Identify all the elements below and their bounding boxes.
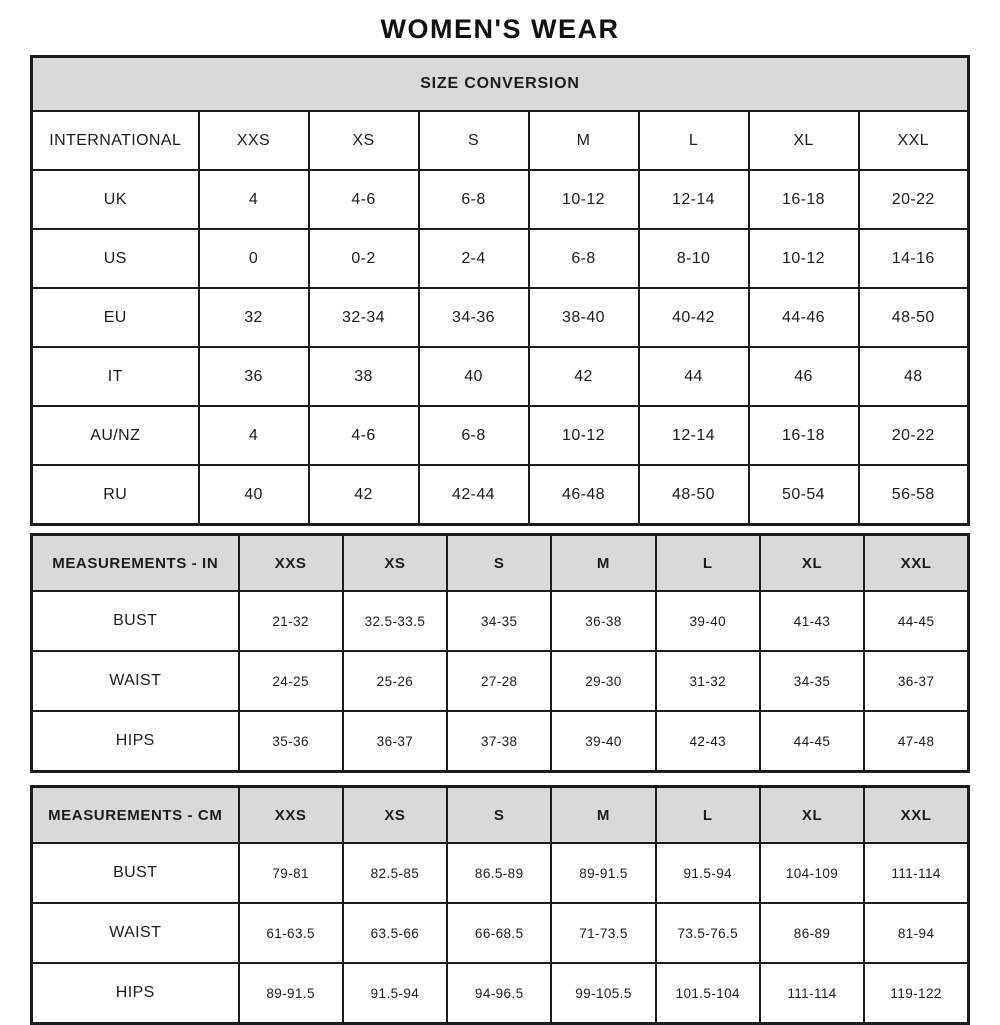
size-cell: 40 (419, 347, 529, 406)
size-cell: 20-22 (859, 406, 969, 465)
size-cell: 36 (199, 347, 309, 406)
measure-cell: 73.5-76.5 (656, 903, 760, 963)
size-cell: 50-54 (749, 465, 859, 525)
measure-cell: 47-48 (864, 711, 968, 772)
size-cell: 10-12 (529, 406, 639, 465)
size-cell: 6-8 (529, 229, 639, 288)
measure-cell: 99-105.5 (551, 963, 655, 1024)
measure-cell: 31-32 (656, 651, 760, 711)
size-cell: 46 (749, 347, 859, 406)
size-conversion-table (30, 55, 970, 526)
measurements-in-table (30, 533, 970, 773)
size-col-header-xxs: XXS (239, 787, 343, 844)
measure-cell: 82.5-85 (343, 843, 447, 903)
size-cell: 48 (859, 347, 969, 406)
measure-cell: 36-37 (343, 711, 447, 772)
row-label-hips: HIPS (32, 711, 239, 772)
measure-cell: 66-68.5 (447, 903, 551, 963)
measure-cell: 44-45 (760, 711, 864, 772)
size-col-header-xxl: XXL (864, 787, 968, 844)
measure-cell: 42-43 (656, 711, 760, 772)
measure-cell: 39-40 (551, 711, 655, 772)
table-row-hips-cm (32, 963, 969, 1024)
size-col-header-xl: XL (749, 111, 859, 170)
row-label-waist: WAIST (32, 651, 239, 711)
table-row-aunz (32, 406, 969, 465)
size-cell: 48-50 (859, 288, 969, 347)
row-label-hips: HIPS (32, 963, 239, 1024)
measure-cell: 36-37 (864, 651, 968, 711)
size-cell: 38 (309, 347, 419, 406)
size-cell: 38-40 (529, 288, 639, 347)
measure-cell: 89-91.5 (551, 843, 655, 903)
measure-cell: 101.5-104 (656, 963, 760, 1024)
row-label-ru: RU (32, 465, 199, 525)
size-cell: 42-44 (419, 465, 529, 525)
measurements-cm-title: MEASUREMENTS - CM (32, 787, 239, 844)
size-cell: 6-8 (419, 406, 529, 465)
size-cell: 56-58 (859, 465, 969, 525)
size-cell: 14-16 (859, 229, 969, 288)
size-col-header-m: M (551, 535, 655, 592)
measure-cell: 37-38 (447, 711, 551, 772)
size-col-header-m: M (529, 111, 639, 170)
size-cell: 12-14 (639, 406, 749, 465)
table-row-waist-in (32, 651, 969, 711)
measure-cell: 21-32 (239, 591, 343, 651)
table-row-ru (32, 465, 969, 525)
size-col-header-s: S (447, 535, 551, 592)
size-col-header-xxs: XXS (199, 111, 309, 170)
size-cell: 10-12 (749, 229, 859, 288)
measure-cell: 35-36 (239, 711, 343, 772)
measure-cell: 71-73.5 (551, 903, 655, 963)
table-row-us (32, 229, 969, 288)
size-col-header-xl: XL (760, 535, 864, 592)
size-cell: 0 (199, 229, 309, 288)
size-cell: 4 (199, 406, 309, 465)
page-title: WOMEN'S WEAR (380, 14, 620, 44)
table-row-uk (32, 170, 969, 229)
size-cell: 12-14 (639, 170, 749, 229)
measure-cell: 44-45 (864, 591, 968, 651)
measure-cell: 86-89 (760, 903, 864, 963)
measure-cell: 39-40 (656, 591, 760, 651)
measure-cell: 61-63.5 (239, 903, 343, 963)
table-row-eu (32, 288, 969, 347)
size-cell: 46-48 (529, 465, 639, 525)
size-cell: 0-2 (309, 229, 419, 288)
row-label-bust: BUST (32, 843, 239, 903)
size-col-header-s: S (447, 787, 551, 844)
size-conversion-banner: SIZE CONVERSION (32, 57, 969, 112)
measurements-in-header-row (32, 535, 969, 592)
size-cell: 6-8 (419, 170, 529, 229)
measure-cell: 36-38 (551, 591, 655, 651)
measure-cell: 63.5-66 (343, 903, 447, 963)
measure-cell: 86.5-89 (447, 843, 551, 903)
measure-cell: 111-114 (864, 843, 968, 903)
size-cell: 40-42 (639, 288, 749, 347)
size-cell: 34-36 (419, 288, 529, 347)
size-cell: 42 (309, 465, 419, 525)
row-label-bust: BUST (32, 591, 239, 651)
size-col-header-xs: XS (309, 111, 419, 170)
size-cell: 16-18 (749, 170, 859, 229)
measure-cell: 104-109 (760, 843, 864, 903)
size-cell: 4-6 (309, 406, 419, 465)
measure-cell: 89-91.5 (239, 963, 343, 1024)
table-row-it (32, 347, 969, 406)
measure-cell: 29-30 (551, 651, 655, 711)
row-label-waist: WAIST (32, 903, 239, 963)
size-cell: 44 (639, 347, 749, 406)
row-label-it: IT (32, 347, 199, 406)
size-col-header-xs: XS (343, 535, 447, 592)
size-col-header-xs: XS (343, 787, 447, 844)
table-banner-row (32, 57, 969, 112)
size-col-header-xxs: XXS (239, 535, 343, 592)
table-row-bust-in (32, 591, 969, 651)
size-col-header-m: M (551, 787, 655, 844)
measurements-cm-table (30, 785, 970, 1025)
measure-cell: 34-35 (760, 651, 864, 711)
size-header-row (32, 111, 969, 170)
row-label-aunz: AU/NZ (32, 406, 199, 465)
table-row-hips-in (32, 711, 969, 772)
size-col-header-xl: XL (760, 787, 864, 844)
measure-cell: 27-28 (447, 651, 551, 711)
size-cell: 2-4 (419, 229, 529, 288)
size-cell: 20-22 (859, 170, 969, 229)
size-col-header-l: L (656, 535, 760, 592)
row-label-eu: EU (32, 288, 199, 347)
size-col-header-l: L (639, 111, 749, 170)
size-cell: 4 (199, 170, 309, 229)
international-label: INTERNATIONAL (32, 111, 199, 170)
measure-cell: 81-94 (864, 903, 968, 963)
table-row-waist-cm (32, 903, 969, 963)
measurements-in-title: MEASUREMENTS - IN (32, 535, 239, 592)
size-cell: 40 (199, 465, 309, 525)
size-col-header-s: S (419, 111, 529, 170)
size-cell: 16-18 (749, 406, 859, 465)
measure-cell: 34-35 (447, 591, 551, 651)
measure-cell: 111-114 (760, 963, 864, 1024)
measurements-cm-header-row (32, 787, 969, 844)
measure-cell: 94-96.5 (447, 963, 551, 1024)
size-cell: 44-46 (749, 288, 859, 347)
measure-cell: 91.5-94 (656, 843, 760, 903)
size-cell: 42 (529, 347, 639, 406)
row-label-us: US (32, 229, 199, 288)
measure-cell: 119-122 (864, 963, 968, 1024)
measure-cell: 32.5-33.5 (343, 591, 447, 651)
size-col-header-xxl: XXL (859, 111, 969, 170)
measure-cell: 41-43 (760, 591, 864, 651)
row-label-uk: UK (32, 170, 199, 229)
measure-cell: 91.5-94 (343, 963, 447, 1024)
size-cell: 10-12 (529, 170, 639, 229)
measure-cell: 25-26 (343, 651, 447, 711)
size-cell: 4-6 (309, 170, 419, 229)
size-cell: 48-50 (639, 465, 749, 525)
size-col-header-xxl: XXL (864, 535, 968, 592)
table-row-bust-cm (32, 843, 969, 903)
size-cell: 32 (199, 288, 309, 347)
size-cell: 8-10 (639, 229, 749, 288)
measure-cell: 24-25 (239, 651, 343, 711)
measure-cell: 79-81 (239, 843, 343, 903)
size-cell: 32-34 (309, 288, 419, 347)
size-col-header-l: L (656, 787, 760, 844)
